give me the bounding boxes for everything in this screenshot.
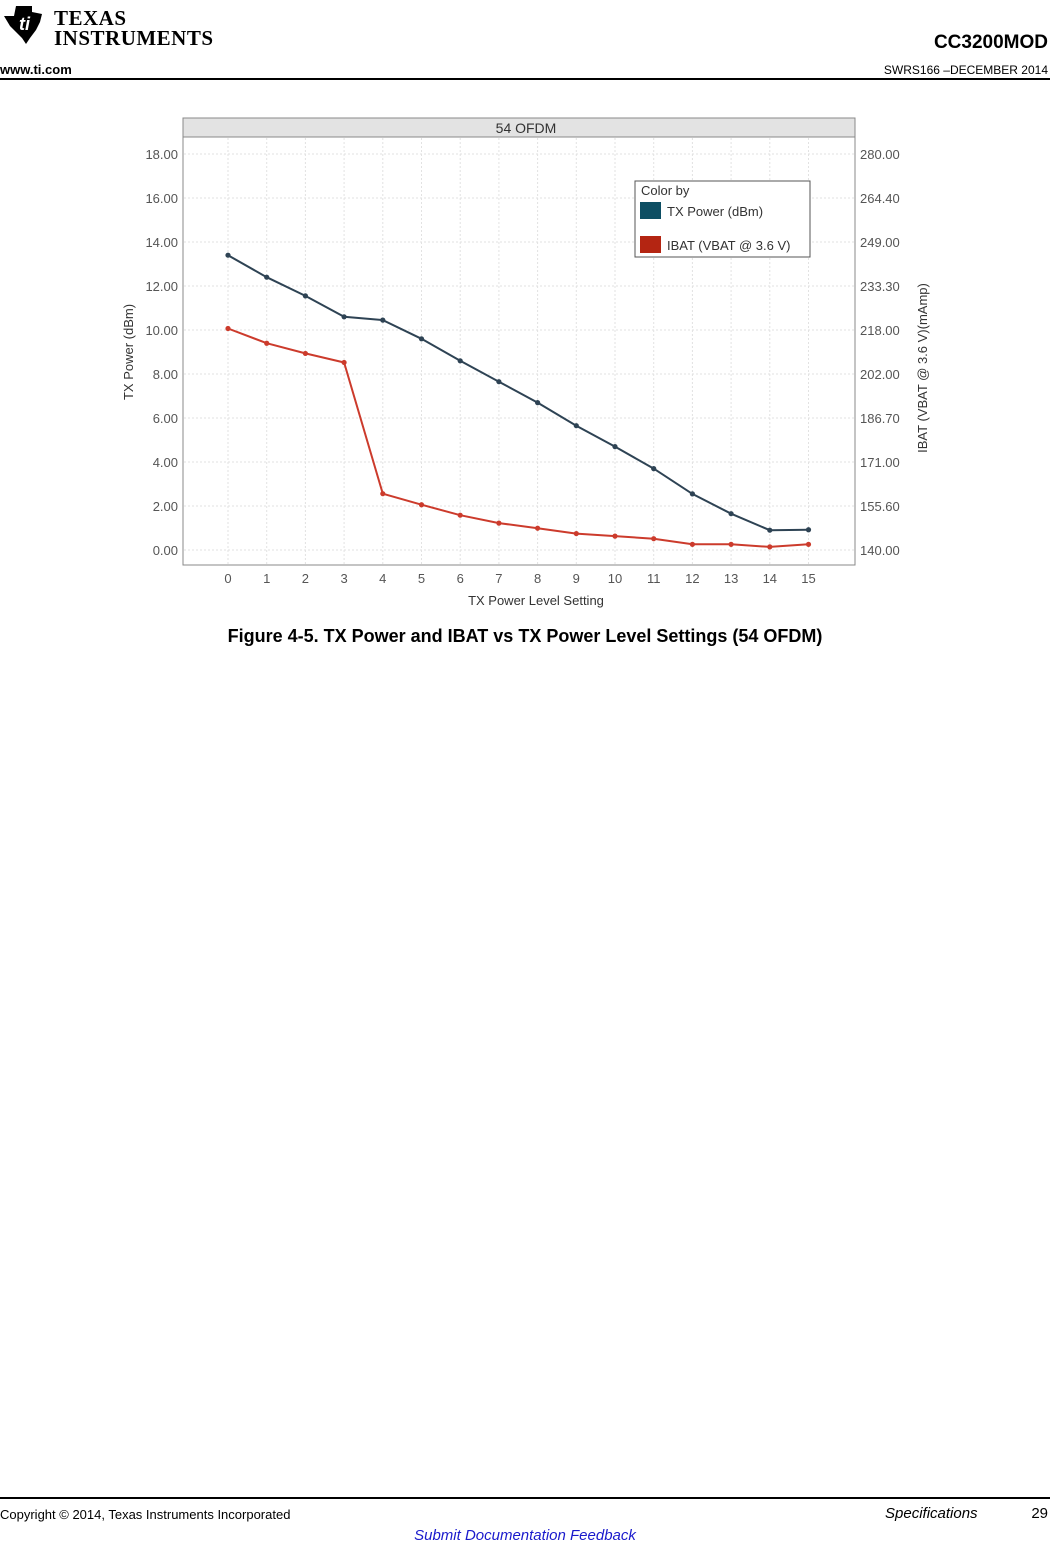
x-tick-label: 11: [646, 571, 661, 586]
tx-power-data-point: [264, 275, 269, 280]
x-axis-ticks: [224, 571, 815, 586]
ibat-data-point: [225, 326, 230, 331]
tx-power-data-point: [612, 444, 617, 449]
y2-tick-label: 280.00: [860, 147, 900, 162]
ibat-data-point: [767, 544, 772, 549]
ibat-data-point: [612, 534, 617, 539]
ibat-data-point: [342, 360, 347, 365]
y-tick-label: 18.00: [145, 147, 178, 162]
submit-feedback-link[interactable]: Submit Documentation Feedback: [414, 1527, 636, 1544]
tx-power-data-point: [342, 314, 347, 319]
x-tick-label: 12: [685, 571, 700, 586]
x-tick-label: 14: [762, 571, 778, 586]
ibat-data-point: [419, 502, 424, 507]
y-axis-right-ticks: [860, 147, 900, 558]
ibat-data-point: [535, 526, 540, 531]
y2-tick-label: 249.00: [860, 235, 900, 250]
ibat-data-point: [303, 351, 308, 356]
x-axis-label: TX Power Level Setting: [468, 593, 604, 608]
header-rule: [0, 78, 1050, 80]
copyright-text: Copyright © 2014, Texas Instruments Incorporated: [0, 1507, 291, 1522]
figure-caption: Figure 4-5. TX Power and IBAT vs TX Power Level Settings (54 OFDM): [227, 626, 823, 646]
y2-axis-label: IBAT (VBAT @ 3.6 V)(mAmp): [915, 283, 930, 453]
ibat-data-point: [458, 513, 463, 518]
tx-power-data-point: [458, 358, 463, 363]
ibat-data-point: [380, 491, 385, 496]
y2-tick-label: 218.00: [860, 323, 900, 338]
tx-power-data-point: [651, 466, 656, 471]
y-tick-label: 6.00: [152, 411, 178, 426]
x-tick-label: 6: [456, 571, 464, 586]
y-axis-label: TX Power (dBm): [121, 303, 136, 401]
logo-text-instruments: INSTRUMENTS: [54, 26, 214, 50]
x-tick-label: 10: [607, 571, 623, 586]
ibat-data-point: [690, 542, 695, 547]
logo-text-texas: TEXAS: [54, 6, 127, 30]
y-tick-label: 16.00: [145, 191, 178, 206]
ibat-data-point: [264, 341, 269, 346]
x-tick-label: 7: [495, 571, 503, 586]
svg-text:ti: ti: [19, 14, 30, 34]
y2-tick-label: 264.40: [860, 191, 900, 206]
tx-power-data-point: [303, 293, 308, 298]
tx-power-ibat-chart: [0, 100, 1050, 620]
y2-tick-label: 186.70: [860, 411, 900, 426]
y2-tick-label: 202.00: [860, 367, 900, 382]
x-tick-label: 3: [340, 571, 348, 586]
tx-power-data-point: [419, 336, 424, 341]
ibat-data-point: [729, 542, 734, 547]
document-title: CC3200MOD: [933, 32, 1048, 53]
x-tick-label: 13: [723, 571, 739, 586]
y2-tick-label: 171.00: [860, 455, 900, 470]
y-tick-label: 12.00: [145, 279, 178, 294]
footer-rule: [0, 1497, 1050, 1499]
y2-tick-label: 155.60: [860, 499, 900, 514]
y-tick-label: 0.00: [152, 543, 178, 558]
site-link[interactable]: www.ti.com: [0, 62, 72, 77]
y-tick-label: 4.00: [152, 455, 178, 470]
tx-power-data-point: [767, 528, 772, 533]
page-number: 29: [1031, 1505, 1048, 1522]
legend-label-ibat: IBAT (VBAT @ 3.6 V): [667, 238, 791, 253]
y2-tick-label: 233.30: [860, 279, 900, 294]
legend-swatch-tx-power: [640, 202, 661, 219]
ti-logo-icon: [2, 2, 52, 46]
y-tick-label: 14.00: [145, 235, 178, 250]
x-tick-label: 2: [301, 571, 310, 586]
document-id: SWRS166 –DECEMBER 2014: [883, 63, 1048, 77]
y-axis-left-ticks: [145, 147, 178, 558]
y-tick-label: 2.00: [152, 499, 178, 514]
y2-tick-label: 140.00: [860, 543, 900, 558]
ibat-data-point: [574, 531, 579, 536]
tx-power-data-point: [729, 511, 734, 516]
x-tick-label: 0: [224, 571, 232, 586]
x-tick-label: 1: [263, 571, 271, 586]
tx-power-data-point: [690, 491, 695, 496]
legend: [635, 181, 810, 257]
section-name: Specifications: [885, 1505, 978, 1522]
y-tick-label: 8.00: [152, 367, 178, 382]
tx-power-data-point: [574, 423, 579, 428]
ibat-data-point: [806, 542, 811, 547]
x-tick-label: 5: [417, 571, 426, 586]
tx-power-data-point: [225, 253, 230, 258]
x-tick-label: 15: [801, 571, 816, 586]
tx-power-data-point: [806, 527, 811, 532]
legend-label-tx-power: TX Power (dBm): [667, 204, 764, 219]
x-tick-label: 9: [572, 571, 580, 586]
ibat-data-point: [496, 521, 501, 526]
tx-power-data-point: [380, 318, 385, 323]
tx-power-data-point: [535, 400, 540, 405]
x-tick-label: 4: [379, 571, 387, 586]
y-tick-label: 10.00: [145, 323, 178, 338]
legend-swatch-ibat: [640, 236, 661, 253]
ti-logo: [2, 2, 214, 50]
x-tick-label: 8: [533, 571, 542, 586]
ibat-data-point: [651, 536, 656, 541]
tx-power-data-point: [496, 379, 501, 384]
chart-title: 54 OFDM: [495, 120, 557, 136]
legend-title: Color by: [641, 183, 690, 198]
